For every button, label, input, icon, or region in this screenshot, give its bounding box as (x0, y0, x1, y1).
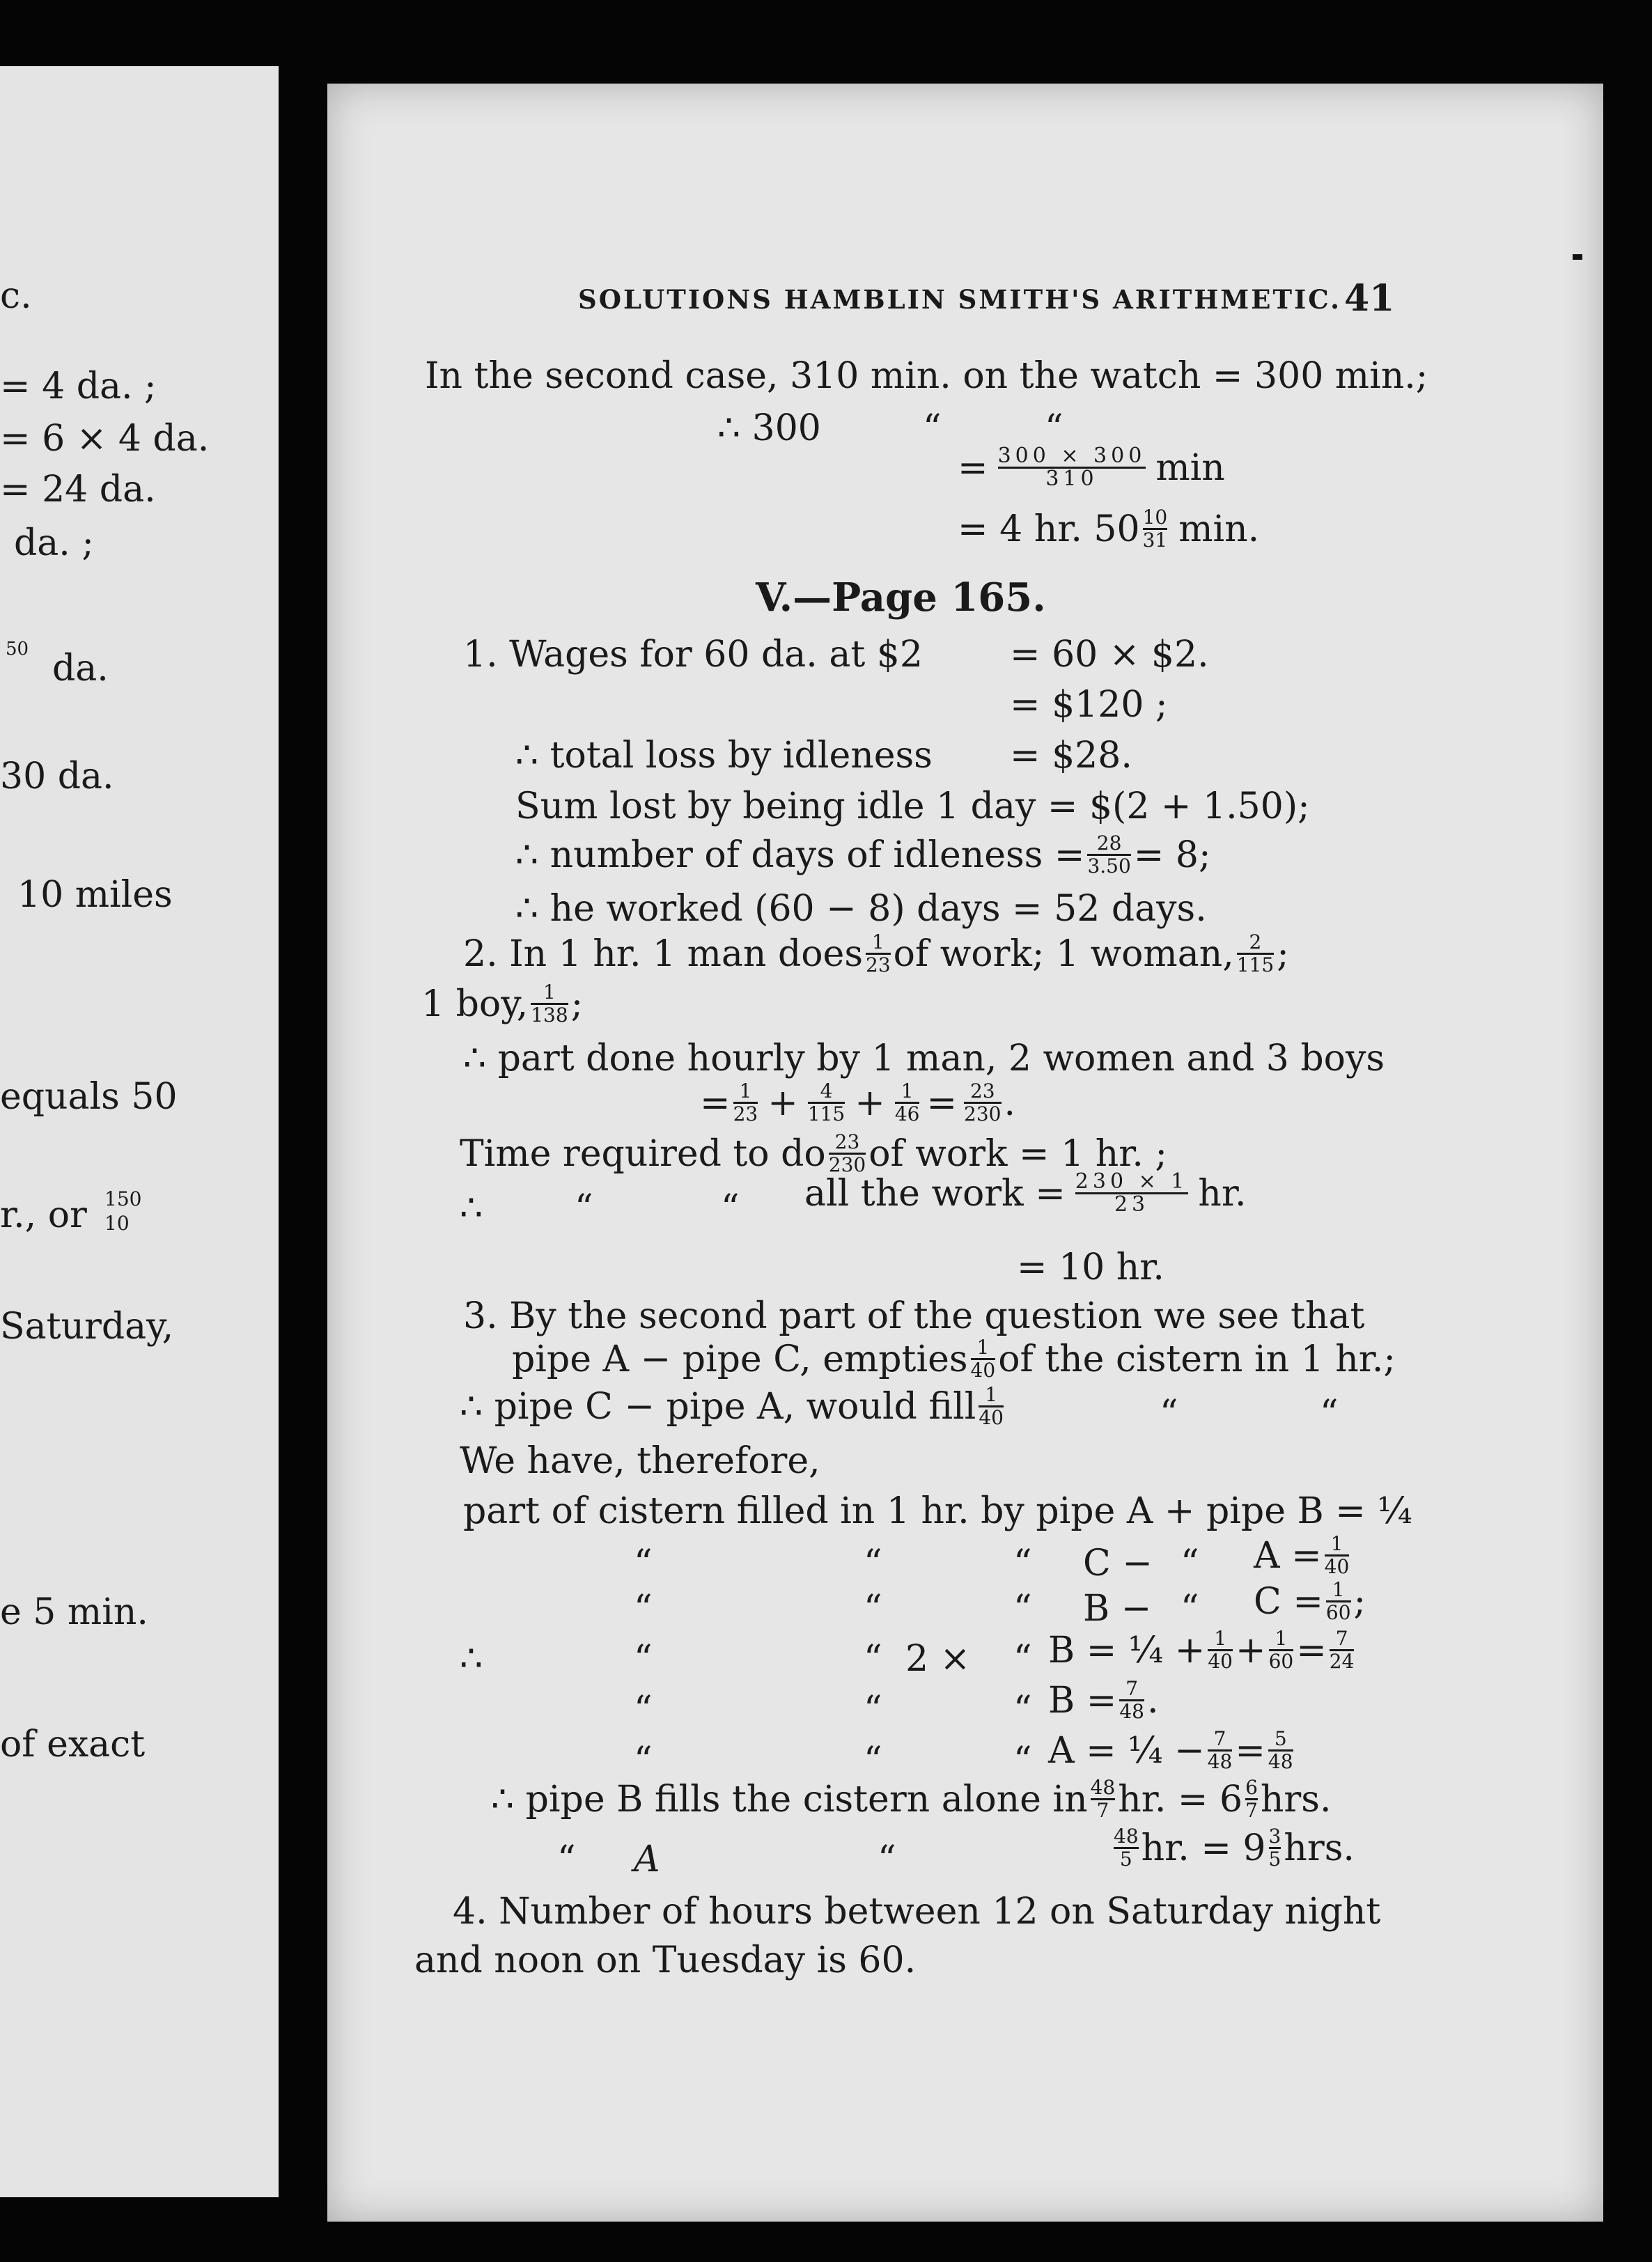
text-line: ∴ pipe B fills the cistern alone in $\frac{48}{7}$ hr. = 6 $\frac{6}{7}$ hrs. (491, 1776, 1332, 1822)
equation: = 4 hr. 50 $\frac{10}{31}$ min. (958, 506, 1260, 552)
equation: all the work = $\frac{230 \times 1}{23}$ hr. (804, 1169, 1247, 1217)
equation: B = ¼ + $\frac{1}{40}$ + $\frac{1}{60}$ = $\frac{7}{24}$ (1048, 1627, 1355, 1673)
left-text: equals 50 (0, 1076, 178, 1118)
text-line: Sum lost by being idle 1 day = $(2 + 1.50); (515, 786, 1310, 827)
equation: $\frac{48}{5}$ hr. = 9 $\frac{3}{5}$ hrs. (1114, 1825, 1355, 1871)
left-text: 50 (6, 639, 29, 660)
fraction: $\frac{28}{3.50}$ (1087, 832, 1131, 878)
text-line: pipe A − pipe C, empties $\frac{1}{40}$ of the cistern in 1 hr.; (512, 1336, 1396, 1382)
text-fragment: 2 × (905, 1638, 971, 1680)
ditto-mark: “ (634, 1588, 653, 1630)
ditto-mark: “ (1013, 1588, 1032, 1630)
text-line: 4. Number of hours between 12 on Saturday night (453, 1891, 1381, 1933)
left-text: Saturday, (0, 1306, 174, 1348)
edge-mark (1573, 254, 1582, 260)
equation: A = $\frac{1}{40}$ (1254, 1532, 1350, 1578)
ditto-mark: “ (1180, 1543, 1199, 1584)
ditto-mark: “ (575, 1187, 593, 1229)
ditto-mark: “ (634, 1740, 653, 1781)
left-text: = 24 da. (0, 469, 156, 510)
ditto-mark: “ (1180, 1588, 1199, 1630)
equation: A = ¼ − $\frac{7}{48}$ = $\frac{5}{48}$ (1048, 1727, 1293, 1773)
ditto-mark: “ (864, 1588, 882, 1630)
ditto-mark: “ (1320, 1393, 1339, 1435)
left-text: 10 miles (17, 874, 173, 916)
ditto-mark: “ (1013, 1543, 1032, 1584)
ditto-mark: “ (721, 1187, 740, 1229)
left-facing-page (0, 66, 279, 2197)
page-number: 41 (1344, 277, 1395, 320)
text-line: 1 boy, $\frac{1}{138}$ ; (421, 981, 584, 1027)
text-line: Time required to do $\frac{23}{230}$ of work = 1 hr. ; (460, 1130, 1167, 1176)
text-line: We have, therefore, (460, 1440, 820, 1482)
text-line: part of cistern filled in 1 hr. by pipe A + pipe B = ¼ (463, 1490, 1412, 1532)
text-line: 1. Wages for 60 da. at $2 (463, 634, 923, 676)
left-text: 10 (104, 1212, 130, 1235)
left-text: c. (0, 275, 32, 317)
ditto-mark: “ (634, 1638, 653, 1680)
equation: B = $\frac{7}{48}$ . (1048, 1677, 1159, 1723)
ditto-mark: “ (878, 1839, 896, 1880)
equation: = $\frac{300 \times 300}{310}$ min (958, 444, 1225, 491)
left-text: da. (52, 648, 109, 689)
left-text: 150 (104, 1187, 142, 1210)
text-line: In the second case, 310 min. on the watch = 300 min.; (425, 355, 1428, 397)
therefore-symbol: ∴ (460, 1187, 483, 1229)
text-line: = $28. (1010, 735, 1132, 777)
text-fragment: B − (1083, 1588, 1152, 1630)
fraction: $\frac{1}{23}$ (866, 930, 891, 976)
eq-sign: = (958, 446, 988, 489)
text-line: = 60 × $2. (1010, 634, 1209, 676)
ditto-mark: “ (864, 1543, 882, 1584)
ditto-mark: “ (634, 1689, 653, 1731)
left-text: e 5 min. (0, 1591, 148, 1633)
text-line: ∴ he worked (60 − 8) days = 52 days. (515, 888, 1207, 930)
fraction: $\frac{10}{31}$ (1142, 506, 1168, 552)
text-line: ∴ total loss by idleness (515, 735, 933, 777)
text-line: 2. In 1 hr. 1 man does $\frac{1}{23}$ of work; 1 woman, $\frac{2}{115}$ ; (463, 930, 1289, 976)
fraction: $\frac{2}{115}$ (1236, 930, 1275, 976)
left-text: da. ; (14, 522, 94, 564)
ditto-mark: “ (1013, 1689, 1032, 1731)
text-line: ∴ pipe C − pipe A, would fill $\frac{1}{40}$ (460, 1383, 1004, 1429)
text-line: ∴ 300 (717, 407, 821, 449)
equation: C = $\frac{1}{60}$ ; (1254, 1578, 1366, 1624)
text-line: = 10 hr. (1017, 1247, 1164, 1288)
left-text: of exact (0, 1724, 146, 1765)
ditto-mark: “ (1013, 1638, 1032, 1680)
ditto-mark: “ (923, 407, 942, 449)
fraction: $\frac{300 \times 300}{310}$ (997, 444, 1146, 491)
section-heading: V.—Page 165. (756, 575, 1046, 621)
ditto-mark: “ (1045, 407, 1063, 449)
ditto-mark: “ (557, 1839, 576, 1880)
left-text: = 4 da. ; (0, 366, 157, 407)
text-fragment: A (634, 1839, 660, 1880)
therefore-symbol: ∴ (460, 1638, 483, 1680)
equation: = $\frac{1}{23}$ + $\frac{4}{115}$ + $\frac{1}{46}$ = $\frac{23}{230}$ . (700, 1079, 1016, 1125)
text-fragment: C − (1083, 1543, 1153, 1584)
left-text: = 6 × 4 da. (0, 418, 210, 460)
ditto-mark: “ (634, 1543, 653, 1584)
ditto-mark: “ (864, 1740, 882, 1781)
ditto-mark: “ (864, 1638, 882, 1680)
text-line: ∴ number of days of idleness = $\frac{28}{3.50}$ = 8; (515, 832, 1211, 878)
book-page (327, 84, 1603, 2222)
ditto-mark: “ (1160, 1393, 1178, 1435)
running-header: SOLUTIONS HAMBLIN SMITH'S ARITHMETIC. (578, 284, 1341, 315)
text-line: 3. By the second part of the question we see that (463, 1295, 1365, 1337)
ditto-mark: “ (1013, 1740, 1032, 1781)
text-line: and noon on Tuesday is 60. (414, 1940, 917, 1981)
fraction: $\frac{1}{138}$ (531, 981, 568, 1027)
left-text: r., or (0, 1194, 87, 1236)
text-line: = $120 ; (1010, 684, 1168, 726)
ditto-mark: “ (864, 1689, 882, 1731)
text-line: ∴ part done hourly by 1 man, 2 women and 3 boys (463, 1038, 1385, 1079)
left-text: 30 da. (0, 756, 114, 797)
